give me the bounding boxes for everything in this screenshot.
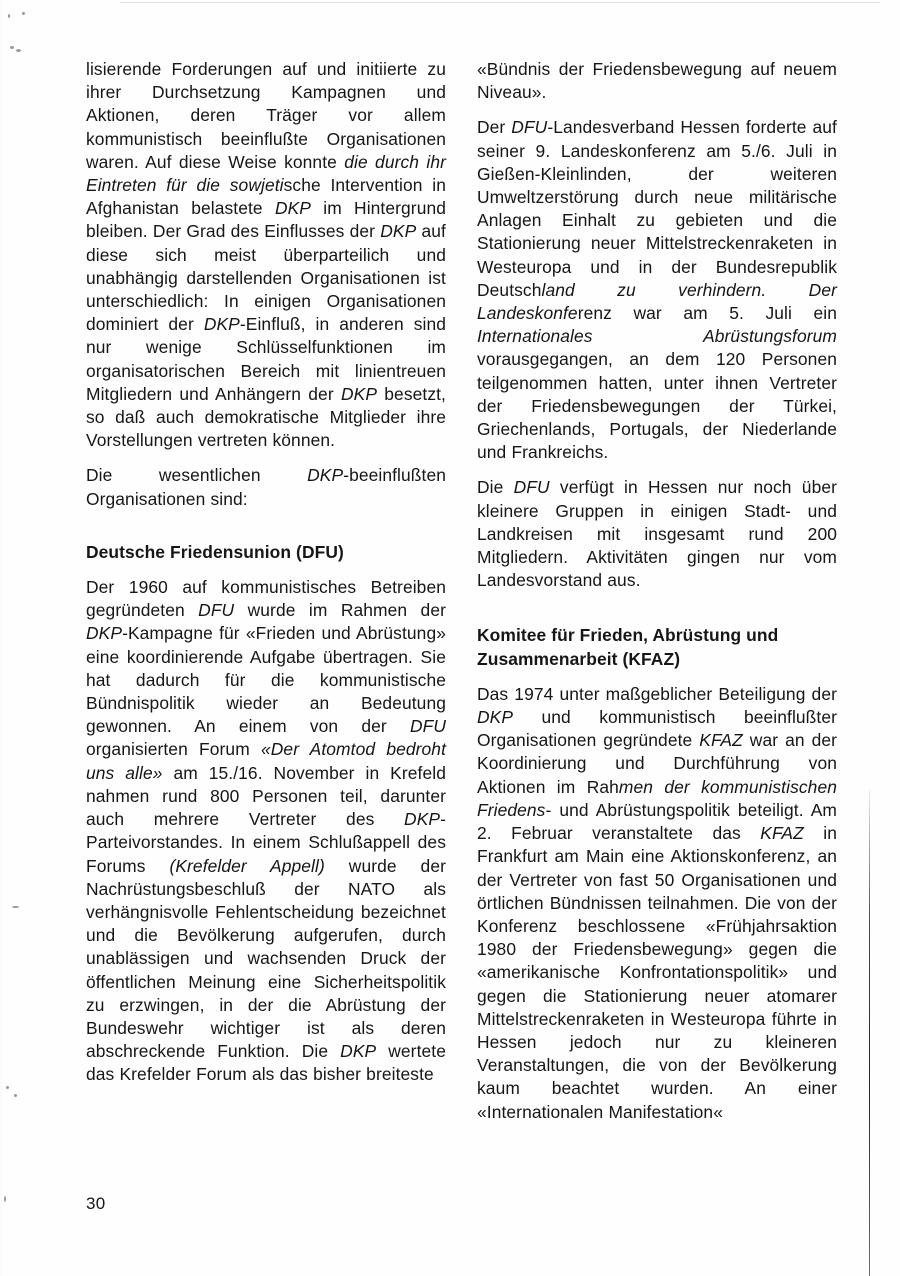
paragraph: Der 1960 auf kommunistisches Betreiben gegründeten DFU wurde im Rahmen der DKP-Kampagne für «Frieden und Abrüstung» eine koordinierende Aufgabe übertragen. Sie hat dadurch für die kommunistische Bündnispolitik wieder an Bedeutung gewonnen. An einem von der DFU organisierten Forum «Der Atomtod bedroht uns alle» am 15./16. November in Krefeld nahmen rund 800 Personen teil, darunter auch mehrere Vertreter des DKP-Parteivorstandes. In einem Schlußappell des Forums (Krefelder Appell) wurde der Nachrüstungsbeschluß der NATO als verhängnisvolle Fehlentscheidung bezeichnet und die Bevölkerung aufgerufen, durch unablässigen und wachsenden Druck der öffentlichen Meinung eine Sicherheitspolitik zu erzwingen, in der die Abrüstung der Bundeswehr wichtiger ist als deren abschreckende Funktion. Die DKP wertete das Krefelder Forum als das bisher breiteste bbox=[86, 577, 446, 1085]
scan-right-edge-line bbox=[869, 790, 870, 1276]
scan-speckle bbox=[4, 1196, 6, 1202]
scan-speckle bbox=[22, 12, 25, 15]
paragraph: Das 1974 unter maßgeblicher Beteiligung der DKP und kommunistisch beeinflußter Organisationen gegründete KFAZ war an der Koordinierung und Durchführung von Aktionen im Rahmen der kommunistischen Friedens- und Abrüstungspolitik beteiligt. Am 2. Februar veranstaltete das KFAZ in Frankfurt am Main eine Aktionskonferenz, an der Vertreter von fast 50 Organisationen und örtlichen Bündnissen teilnahmen. Die von der Konferenz beschlossene «Frühjahrsaktion 1980 der Friedensbewegung» gegen die «amerikanische Konfrontationspolitik» und gegen die Stationierung neuer atomarer Mittelstreckenraketen in Westeuropa führte in Hessen jedoch nur zu kleineren Veranstaltungen, die von der Bevölkerung kaum beachtet wurden. An einer «Internationalen Manifestation« bbox=[477, 683, 837, 1122]
paragraph: Der DFU-Landesverband Hessen forderte auf seiner 9. Landeskonferenz am 5./6. Juli in Gießen-Kleinlinden, der weiteren Umweltzerstörung durch neue militärische Anlagen Einhalt zu gebieten und die Stationierung neuer Mittelstreckenraketen in Westeuropa und in der Bundesrepublik Deutschland zu verhindern. Der Landeskonferenz war am 5. Juli ein Internationales Abrüstungsforum vorausgegangen, an dem 120 Personen teilgenommen hatten, unter ihnen Vertreter der Friedensbewegungen der Türkei, Griechenlands, Portugals, der Niederlande und Frankreichs. bbox=[477, 117, 837, 463]
scan-speckle bbox=[14, 1094, 17, 1097]
scan-speckle bbox=[8, 14, 10, 18]
paragraph: lisierende Forderungen auf und initiierte zu ihrer Durchsetzung Kampagnen und Aktionen, deren Träger vor allem kommunistisch beeinflußte Organisationen waren. Auf diese Weise konnte die durch ihr Eintreten für die sowjetische Intervention in Afghanistan belastete DKP im Hintergrund bleiben. Der Grad des Einflusses der DKP auf diese sich meist überparteilich und unabhängig darstellenden Organisationen ist unterschiedlich: In einigen Organisationen dominiert der DKP-Einfluß, in anderen sind nur wenige Schlüsselfunktionen im organisatorischen Bereich mit linientreuen Mitgliedern und Anhängern der DKP besetzt, so daß auch demokratische Mitglieder ihre Vorstellungen vertreten können. bbox=[86, 59, 447, 451]
section-heading-kfaz: Komitee für Frieden, Abrüstung und Zusammenarbeit (KFAZ) bbox=[477, 625, 779, 669]
text-column-right bbox=[477, 58, 837, 1124]
scan-speckle bbox=[10, 46, 14, 49]
scan-speckle bbox=[16, 49, 21, 52]
scan-speckle bbox=[12, 906, 19, 908]
paragraph: Die wesentlichen DKP-beeinflußten Organisationen sind: bbox=[86, 465, 446, 509]
scan-left-edge bbox=[0, 0, 2, 1276]
page-number: 30 bbox=[86, 1194, 106, 1213]
scan-top-edge-line bbox=[120, 2, 880, 3]
paragraph: Die DFU verfügt in Hessen nur noch über kleinere Gruppen in einigen Stadt- und Landkreisen mit insgesamt rund 200 Mitgliedern. Aktivitäten gingen nur vom Landesvorstand aus. bbox=[477, 477, 837, 591]
paragraph: «Bündnis der Friedensbewegung auf neuem Niveau». bbox=[477, 59, 837, 103]
section-heading-dfu: Deutsche Friedensunion (DFU) bbox=[86, 541, 344, 562]
text-column-left bbox=[86, 58, 446, 1087]
scan-speckle bbox=[6, 1086, 9, 1089]
